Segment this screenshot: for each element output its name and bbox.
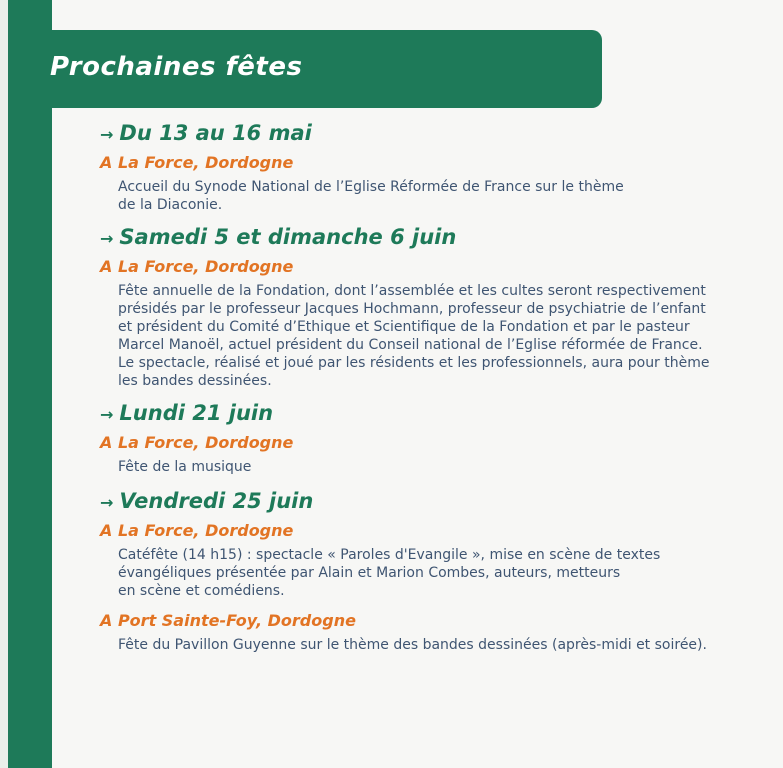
event-location: A La Force, Dordogne [100,433,294,452]
event-date: Du 13 au 16 mai [119,121,312,145]
page-title: Prochaines fêtes [50,52,303,82]
event-item [100,222,760,390]
event-date: Lundi 21 juin [119,401,274,425]
event-date: Samedi 5 et dimanche 6 juin [119,225,457,249]
event-description: Fête de la musique [118,459,252,475]
event-description: Fête annuelle de la Fondation, dont l’assemblée et les cultes seront respectivement présidés par le professeur Jacques Hochmann, professeur de psychiatrie de l’enfant et président du Comité d’Ethique et Scientifique de la Fondation et par le pasteur Marcel Manoël, actuel président du Conseil national de l’Eglise réformée de France. Le spectacle, réalisé et joué par les résidents et les professionnels, aura pour thème les bandes dessinées. [118,283,710,389]
event-second-location: A Port Sainte-Foy, Dordogne [100,611,356,630]
event-item [100,398,760,476]
event-description: Catéfête (14 h15) : spectacle « Paroles d'Evangile », mise en scène de textes évangéliques présentée par Alain et Marion Combes, auteurs, metteurs en scène et comédiens. [118,547,661,599]
event-location: A La Force, Dordogne [100,257,294,276]
event-item [100,486,760,654]
event-location: A La Force, Dordogne [100,153,294,172]
arrow-icon: → [100,493,114,512]
green-side-stripe [8,0,52,768]
event-date: Vendredi 25 juin [119,489,314,513]
event-location: A La Force, Dordogne [100,521,294,540]
arrow-icon: → [100,125,114,144]
event-second-description: Fête du Pavillon Guyenne sur le thème des bandes dessinées (après-midi et soirée). [118,637,707,653]
events-list [100,118,760,654]
arrow-icon: → [100,405,114,424]
arrow-icon: → [100,229,114,248]
event-item [100,118,760,214]
event-description: Accueil du Synode National de l’Eglise Réformée de France sur le thème de la Diaconie. [118,179,624,213]
